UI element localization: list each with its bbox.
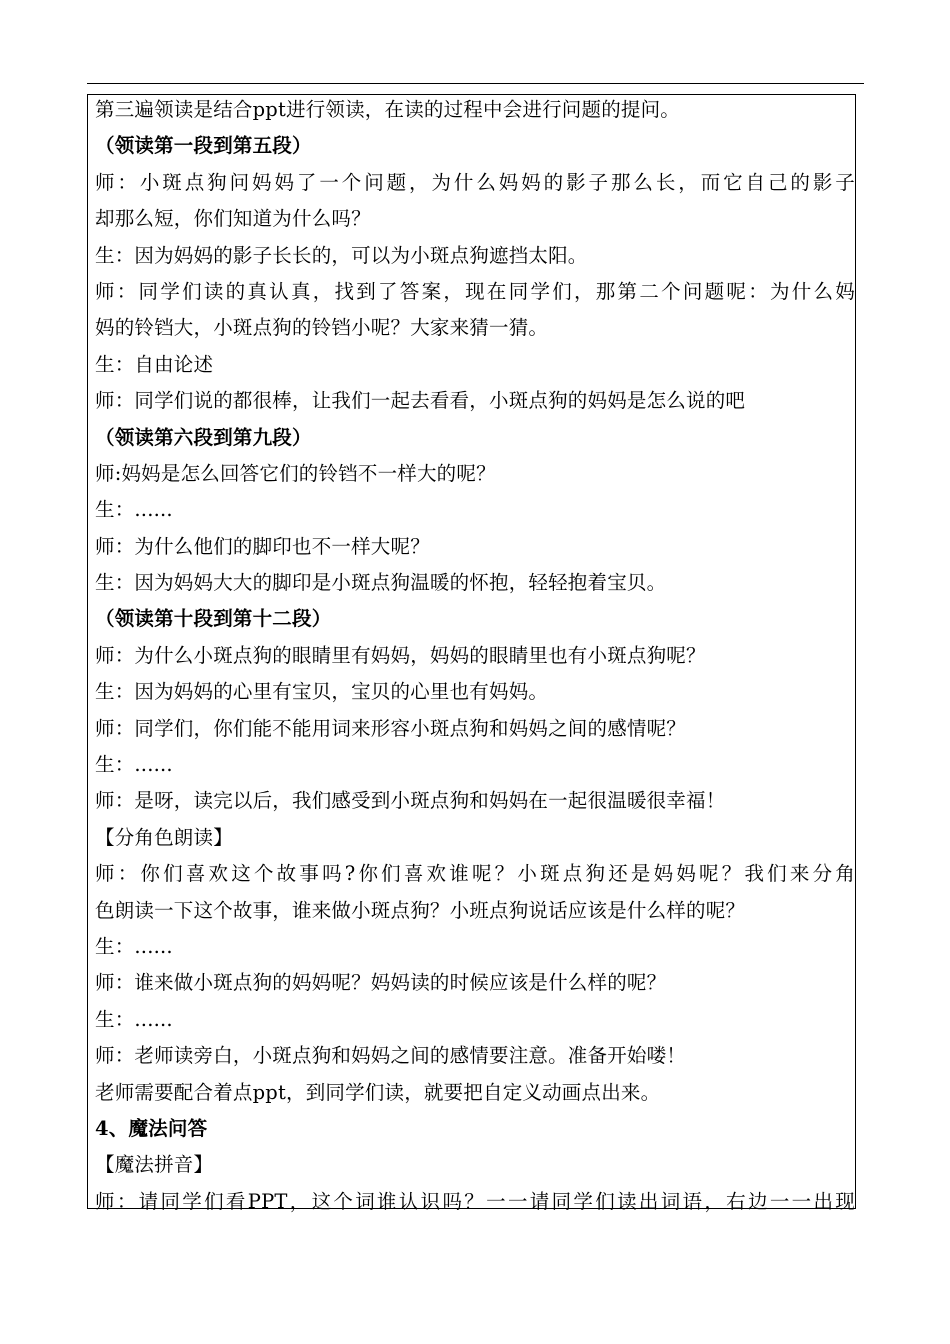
text-line: 师：请同学们看PPT，这个词谁认识吗？一一请同学们读出词语，右边一一出现 xyxy=(95,1189,855,1213)
text-line: 师：小斑点狗问妈妈了一个问题，为什么妈妈的影子那么长，而它自己的影子 xyxy=(95,170,855,194)
text-line: 4、魔法问答 xyxy=(95,1116,208,1140)
text-line: 生：因为妈妈的影子长长的，可以为小斑点狗遮挡太阳。 xyxy=(95,243,588,267)
text-line: 师：为什么他们的脚印也不一样大呢？ xyxy=(95,534,430,558)
text-line: 师：你们喜欢这个故事吗?你们喜欢谁呢？小斑点狗还是妈妈呢？我们来分角 xyxy=(95,862,855,886)
header-rule xyxy=(87,83,864,84)
text-line: 【分角色朗读】 xyxy=(95,825,233,849)
text-line: 生：自由论述 xyxy=(95,352,214,376)
lesson-text xyxy=(95,92,855,1220)
text-line: 师：是呀，读完以后，我们感受到小斑点狗和妈妈在一起很温暖很幸福！ xyxy=(95,789,726,813)
text-line: 师:妈妈是怎么回答它们的铃铛不一样大的呢？ xyxy=(95,461,496,485)
text-line: （领读第十段到第十二段） xyxy=(95,607,332,631)
text-line: 妈的铃铛大，小斑点狗的铃铛小呢？大家来猜一猜。 xyxy=(95,316,549,340)
text-line: 师：同学们，你们能不能用词来形容小斑点狗和妈妈之间的感情呢？ xyxy=(95,716,687,740)
text-line: 色朗读一下这个故事，谁来做小斑点狗？小班点狗说话应该是什么样的呢？ xyxy=(95,898,746,922)
text-line: 师：老师读旁白，小斑点狗和妈妈之间的感情要注意。准备开始喽！ xyxy=(95,1044,687,1068)
text-line: 生：因为妈妈大大的脚印是小斑点狗温暖的怀抱，轻轻抱着宝贝。 xyxy=(95,571,667,595)
text-line: （领读第一段到第五段） xyxy=(95,134,312,158)
text-line: 师：谁来做小斑点狗的妈妈呢？妈妈读的时候应该是什么样的呢？ xyxy=(95,971,667,995)
text-line: 【魔法拼音】 xyxy=(95,1153,214,1177)
text-line: 老师需要配合着点ppt，到同学们读，就要把自定义动画点出来。 xyxy=(95,1080,661,1104)
text-line: 师：同学们读的真认真，找到了答案，现在同学们，那第二个问题呢：为什么妈 xyxy=(95,279,855,303)
text-line: 生：因为妈妈的心里有宝贝，宝贝的心里也有妈妈。 xyxy=(95,680,549,704)
text-line: （领读第六段到第九段） xyxy=(95,425,312,449)
text-line: 生：...... xyxy=(95,498,173,522)
text-line: 第三遍领读是结合ppt进行领读，在读的过程中会进行问题的提问。 xyxy=(95,98,681,121)
text-line: 生：...... xyxy=(95,753,173,777)
text-line: 生：...... xyxy=(95,934,173,958)
text-line: 生：...... xyxy=(95,1007,173,1031)
text-line: 师：同学们说的都很棒，让我们一起去看看，小斑点狗的妈妈是怎么说的吧 xyxy=(95,389,746,413)
text-line: 师：为什么小斑点狗的眼睛里有妈妈，妈妈的眼睛里也有小斑点狗呢？ xyxy=(95,643,706,667)
text-line: 却那么短，你们知道为什么吗？ xyxy=(95,207,371,231)
